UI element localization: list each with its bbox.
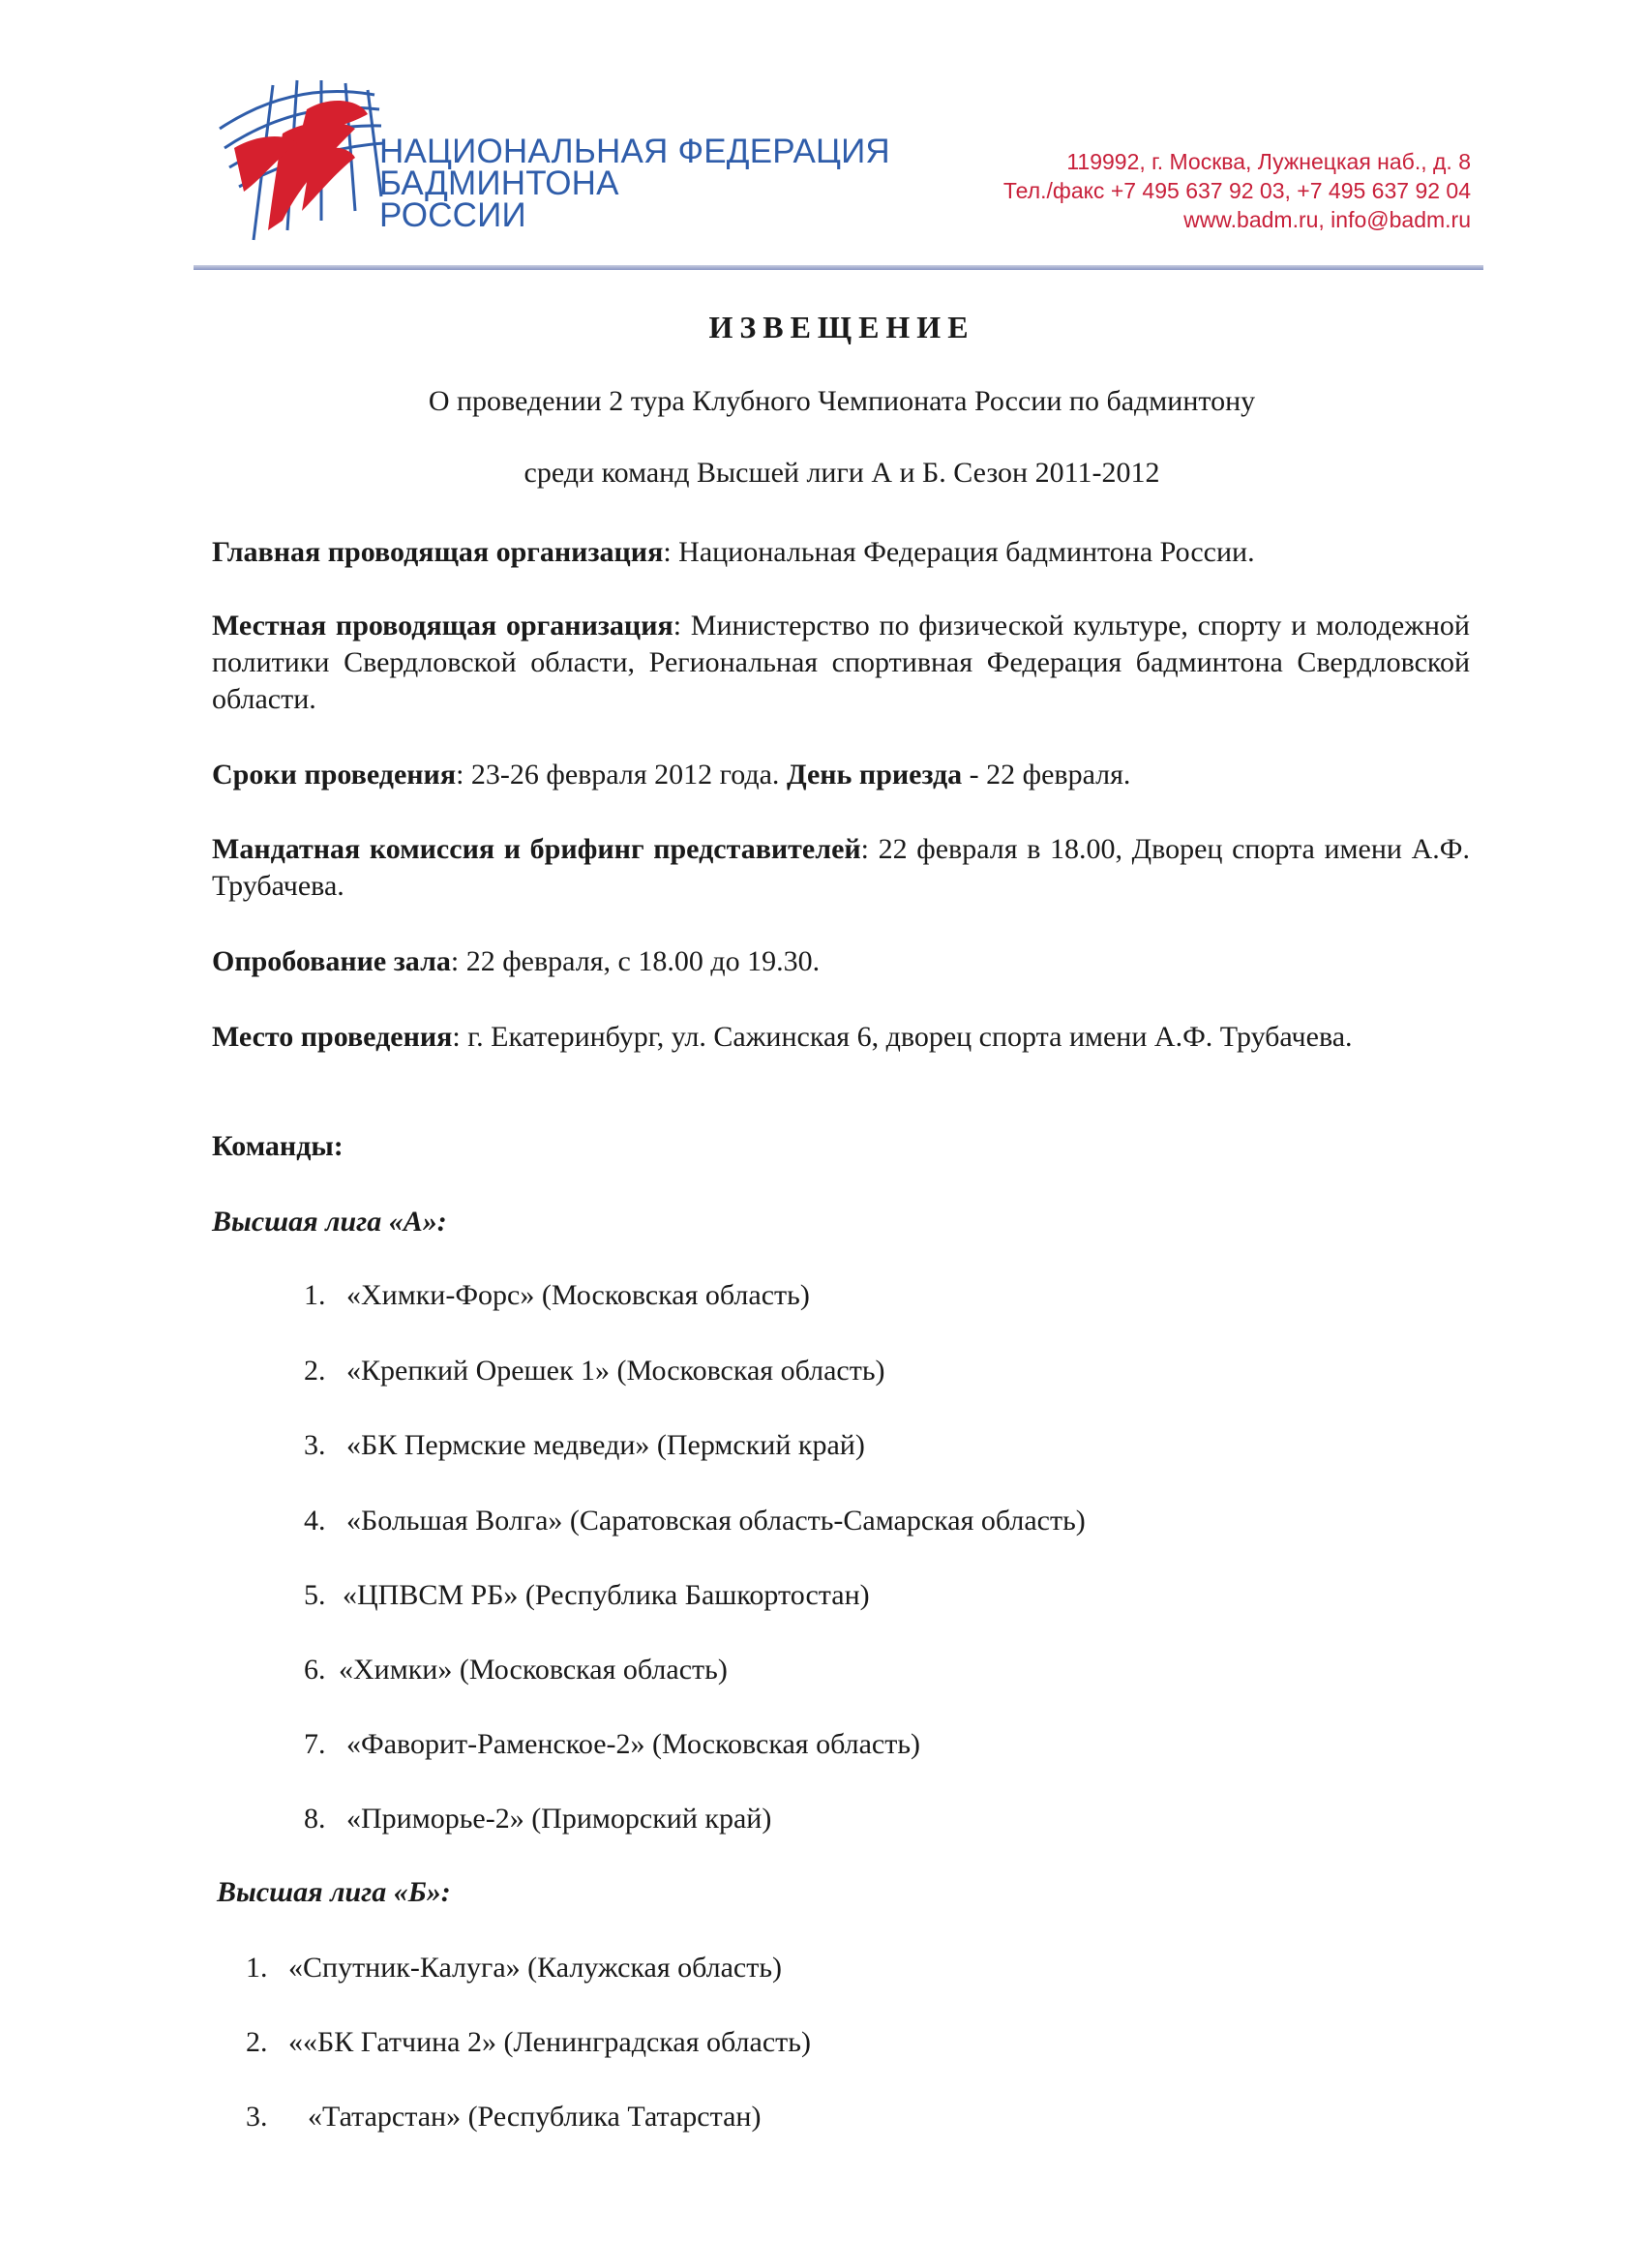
team-name: «ЦПВСМ РБ» (Республика Башкортостан) bbox=[343, 1579, 870, 1611]
list-number: 2. bbox=[304, 1355, 326, 1387]
league-a-team-6 bbox=[304, 1654, 728, 1686]
league-a-team-8 bbox=[304, 1803, 771, 1835]
team-name: «Химки» (Московская область) bbox=[339, 1654, 728, 1686]
venue-value: : г. Екатеринбург, ул. Сажинская 6, дворец спорта имени А.Ф. Трубачева. bbox=[452, 1021, 1353, 1053]
team-name: «Приморье-2» (Приморский край) bbox=[346, 1803, 772, 1835]
venue-paragraph bbox=[212, 1019, 1470, 1056]
team-name: ««БК Гатчина 2» (Ленинградская область) bbox=[288, 2026, 811, 2058]
league-b-team-2 bbox=[246, 2026, 811, 2059]
mandate-value: : 22 февраля в 18.00, Дворец спорта имени А.Ф. Трубачева. bbox=[212, 833, 1470, 902]
list-number: 1. bbox=[304, 1279, 326, 1311]
org-name-line-2: БАДМИНТОНА bbox=[379, 164, 619, 202]
hall-test-paragraph bbox=[212, 943, 1470, 980]
league-a-team-5 bbox=[304, 1579, 870, 1612]
federation-logo bbox=[215, 75, 389, 245]
web-email: www.badm.ru, info@badm.ru bbox=[1183, 207, 1471, 232]
main-organization-paragraph bbox=[212, 534, 1470, 571]
local-organization-paragraph bbox=[212, 608, 1470, 718]
arrival-value: - 22 февраля. bbox=[962, 759, 1131, 791]
team-name: «Спутник-Калуга» (Калужская область) bbox=[288, 1952, 783, 1984]
list-number: 4. bbox=[304, 1505, 326, 1537]
dates-paragraph bbox=[212, 757, 1470, 793]
dates-label: Сроки проведения bbox=[212, 759, 457, 791]
main-org-value: : Национальная Федерация бадминтона России. bbox=[663, 536, 1255, 568]
league-b-heading: Высшая лига «Б»: bbox=[217, 1876, 451, 1908]
list-number: 7. bbox=[304, 1728, 326, 1760]
team-name: «Фаворит-Раменское-2» (Московская область) bbox=[346, 1728, 920, 1760]
team-name: «Татарстан» (Республика Татарстан) bbox=[308, 2101, 762, 2133]
list-number: 8. bbox=[304, 1803, 326, 1835]
hall-test-value: : 22 февраля, с 18.00 до 19.30. bbox=[450, 945, 821, 977]
org-name-line-3: РОССИИ bbox=[379, 196, 526, 234]
contact-info bbox=[1003, 147, 1471, 234]
team-name: «Большая Волга» (Саратовская область-Самарская область) bbox=[346, 1505, 1086, 1537]
team-name: «Химки-Форс» (Московская область) bbox=[346, 1279, 810, 1311]
local-org-label: Местная проводящая организация bbox=[212, 610, 673, 642]
list-number: 2. bbox=[246, 2026, 268, 2058]
list-number: 6. bbox=[304, 1654, 326, 1686]
mandate-label: Мандатная комиссия и брифинг представителей bbox=[212, 833, 861, 865]
team-name: «БК Пермские медведи» (Пермский край) bbox=[346, 1429, 865, 1461]
teams-heading: Команды: bbox=[212, 1130, 344, 1162]
local-org-value: : Министерство по физической культуре, спорту и молодежной политики Свердловской области, Региональная спортивная Федерация бадминтона Свердловской области. bbox=[212, 610, 1470, 715]
team-name: «Крепкий Орешек 1» (Московская область) bbox=[346, 1355, 885, 1387]
league-a-team-3 bbox=[304, 1429, 865, 1462]
header-divider bbox=[194, 265, 1483, 270]
league-a-heading: Высшая лига «А»: bbox=[212, 1206, 447, 1238]
organization-name bbox=[379, 133, 890, 234]
league-a-team-2 bbox=[304, 1355, 885, 1388]
mandate-paragraph bbox=[212, 831, 1470, 905]
document-title: ИЗВЕЩЕНИЕ bbox=[708, 310, 975, 344]
arrival-label: День приезда bbox=[786, 759, 963, 791]
dates-value: : 23-26 февраля 2012 года. bbox=[456, 759, 787, 791]
league-a-team-7 bbox=[304, 1728, 920, 1761]
list-number: 1. bbox=[246, 1952, 268, 1984]
venue-label: Место проведения bbox=[212, 1021, 453, 1053]
list-number: 5. bbox=[304, 1579, 326, 1611]
phone-fax: Тел./факс +7 495 637 92 03, +7 495 637 92 04 bbox=[1002, 178, 1471, 203]
hall-test-label: Опробование зала bbox=[212, 945, 451, 977]
subtitle-line-2: среди команд Высшей лиги А и Б. Сезон 2011-2012 bbox=[523, 457, 1160, 489]
subtitle-line-1: О проведении 2 тура Клубного Чемпионата России по бадминтону bbox=[428, 385, 1256, 417]
league-a-team-1 bbox=[304, 1279, 810, 1312]
league-a-team-4 bbox=[304, 1505, 1086, 1537]
main-org-label: Главная проводящая организация bbox=[212, 536, 664, 568]
address: 119992, г. Москва, Лужнецкая наб., д. 8 bbox=[1066, 149, 1471, 174]
league-b-team-3 bbox=[246, 2101, 761, 2134]
list-number: 3. bbox=[246, 2101, 268, 2133]
list-number: 3. bbox=[304, 1429, 326, 1461]
league-b-team-1 bbox=[246, 1952, 782, 1984]
org-name-line-1: НАЦИОНАЛЬНАЯ ФЕДЕРАЦИЯ bbox=[379, 133, 890, 170]
